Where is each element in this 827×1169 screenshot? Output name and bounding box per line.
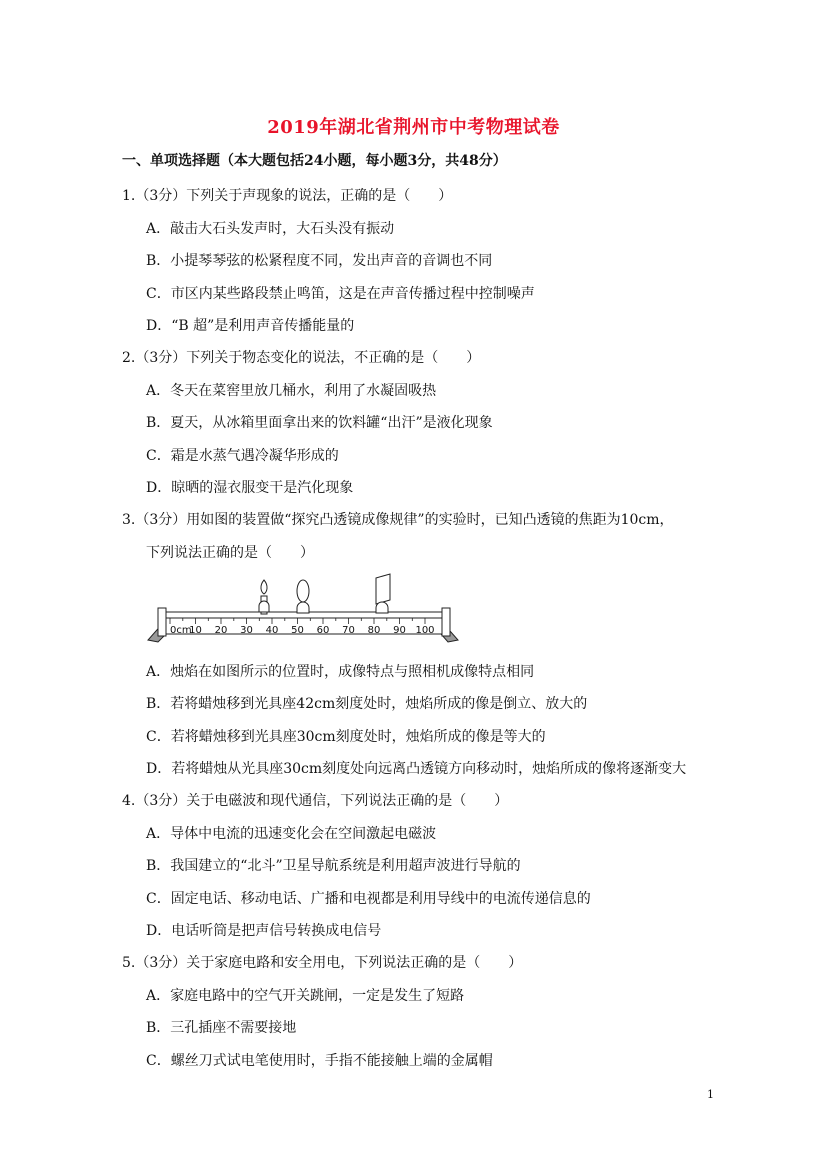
question-4-option-a: A．导体中电流的迅速变化会在空间激起电磁波 xyxy=(146,826,437,842)
page-number: 1 xyxy=(707,1088,714,1101)
question-2-option-b: B．夏天，从冰箱里面拿出来的饮料罐“出汗”是液化现象 xyxy=(146,415,493,431)
question-3-stem-continued: 下列说法正确的是（ ） xyxy=(146,545,314,561)
question-4-stem: 4.（3分）关于电磁波和现代通信，下列说法正确的是（ ） xyxy=(122,793,509,809)
question-4-option-b: B．我国建立的“北斗”卫星导航系统是利用超声波进行导航的 xyxy=(146,858,521,874)
question-3-option-a: A．烛焰在如图所示的位置时，成像特点与照相机成像特点相同 xyxy=(146,664,535,680)
question-1-option-b: B．小提琴琴弦的松紧程度不同，发出声音的音调也不同 xyxy=(146,253,493,269)
ruler-label-10: 10 xyxy=(189,625,202,636)
question-5-stem: 5.（3分）关于家庭电路和安全用电，下列说法正确的是（ ） xyxy=(122,955,523,971)
question-4-option-d: D．电话听筒是把声信号转换成电信号 xyxy=(146,923,382,939)
question-5-option-b: B．三孔插座不需要接地 xyxy=(146,1020,297,1036)
ruler-label-40: 40 xyxy=(265,625,279,636)
ruler-label-70: 70 xyxy=(342,625,355,636)
candle-icon xyxy=(259,580,269,614)
section-heading: 一、单项选择题（本大题包括24小题，每小题3分，共48分） xyxy=(122,153,507,169)
question-3-option-d: D．若将蜡烛从光具座30cm刻度处向远离凸透镜方向移动时，烛焰所成的像将逐渐变大 xyxy=(146,761,687,777)
screen-icon xyxy=(376,574,390,613)
question-2-option-c: C．霜是水蒸气遇冷凝华形成的 xyxy=(146,448,339,464)
question-4-option-c: C．固定电话、移动电话、广播和电视都是利用导线中的电流传递信息的 xyxy=(146,891,591,907)
optical-bench-figure xyxy=(144,572,464,648)
question-1-stem: 1.（3分）下列关于声现象的说法，正确的是（ ） xyxy=(122,188,453,204)
ruler-label-100: 100 xyxy=(415,625,435,636)
ruler-label-20: 20 xyxy=(214,625,228,636)
question-1-option-d: D．“B 超”是利用声音传播能量的 xyxy=(146,318,355,334)
question-2-option-d: D．晾晒的湿衣服变干是汽化现象 xyxy=(146,480,354,496)
question-1-option-c: C．市区内某些路段禁止鸣笛，这是在声音传播过程中控制噪声 xyxy=(146,286,535,302)
ruler-label-50: 50 xyxy=(291,625,304,636)
question-5-option-a: A．家庭电路中的空气开关跳闸，一定是发生了短路 xyxy=(146,988,465,1004)
question-3-option-b: B．若将蜡烛移到光具座42cm刻度处时，烛焰所成的像是倒立、放大的 xyxy=(146,696,588,712)
ruler-label-0: 0cm xyxy=(170,625,192,636)
ruler-label-90: 90 xyxy=(393,625,406,636)
question-3-option-c: C．若将蜡烛移到光具座30cm刻度处时，烛焰所成的像是等大的 xyxy=(146,729,546,745)
question-2-option-a: A．冬天在菜窖里放几桶水，利用了水凝固吸热 xyxy=(146,383,437,399)
ruler-label-80: 80 xyxy=(367,625,381,636)
question-3-stem: 3.（3分）用如图的装置做“探究凸透镜成像规律”的实验时，已知凸透镜的焦距为10cm， xyxy=(122,512,674,528)
ruler-label-60: 60 xyxy=(316,625,330,636)
question-5-option-c: C．螺丝刀式试电笔使用时，手指不能接触上端的金属帽 xyxy=(146,1053,493,1069)
convex-lens-icon xyxy=(297,580,309,613)
ruler-label-30: 30 xyxy=(240,625,253,636)
question-1-option-a: A．敲击大石头发声时，大石头没有振动 xyxy=(146,221,395,237)
page-title: 2019年湖北省荆州市中考物理试卷 xyxy=(267,117,560,138)
question-2-stem: 2.（3分）下列关于物态变化的说法，不正确的是（ ） xyxy=(122,350,481,366)
